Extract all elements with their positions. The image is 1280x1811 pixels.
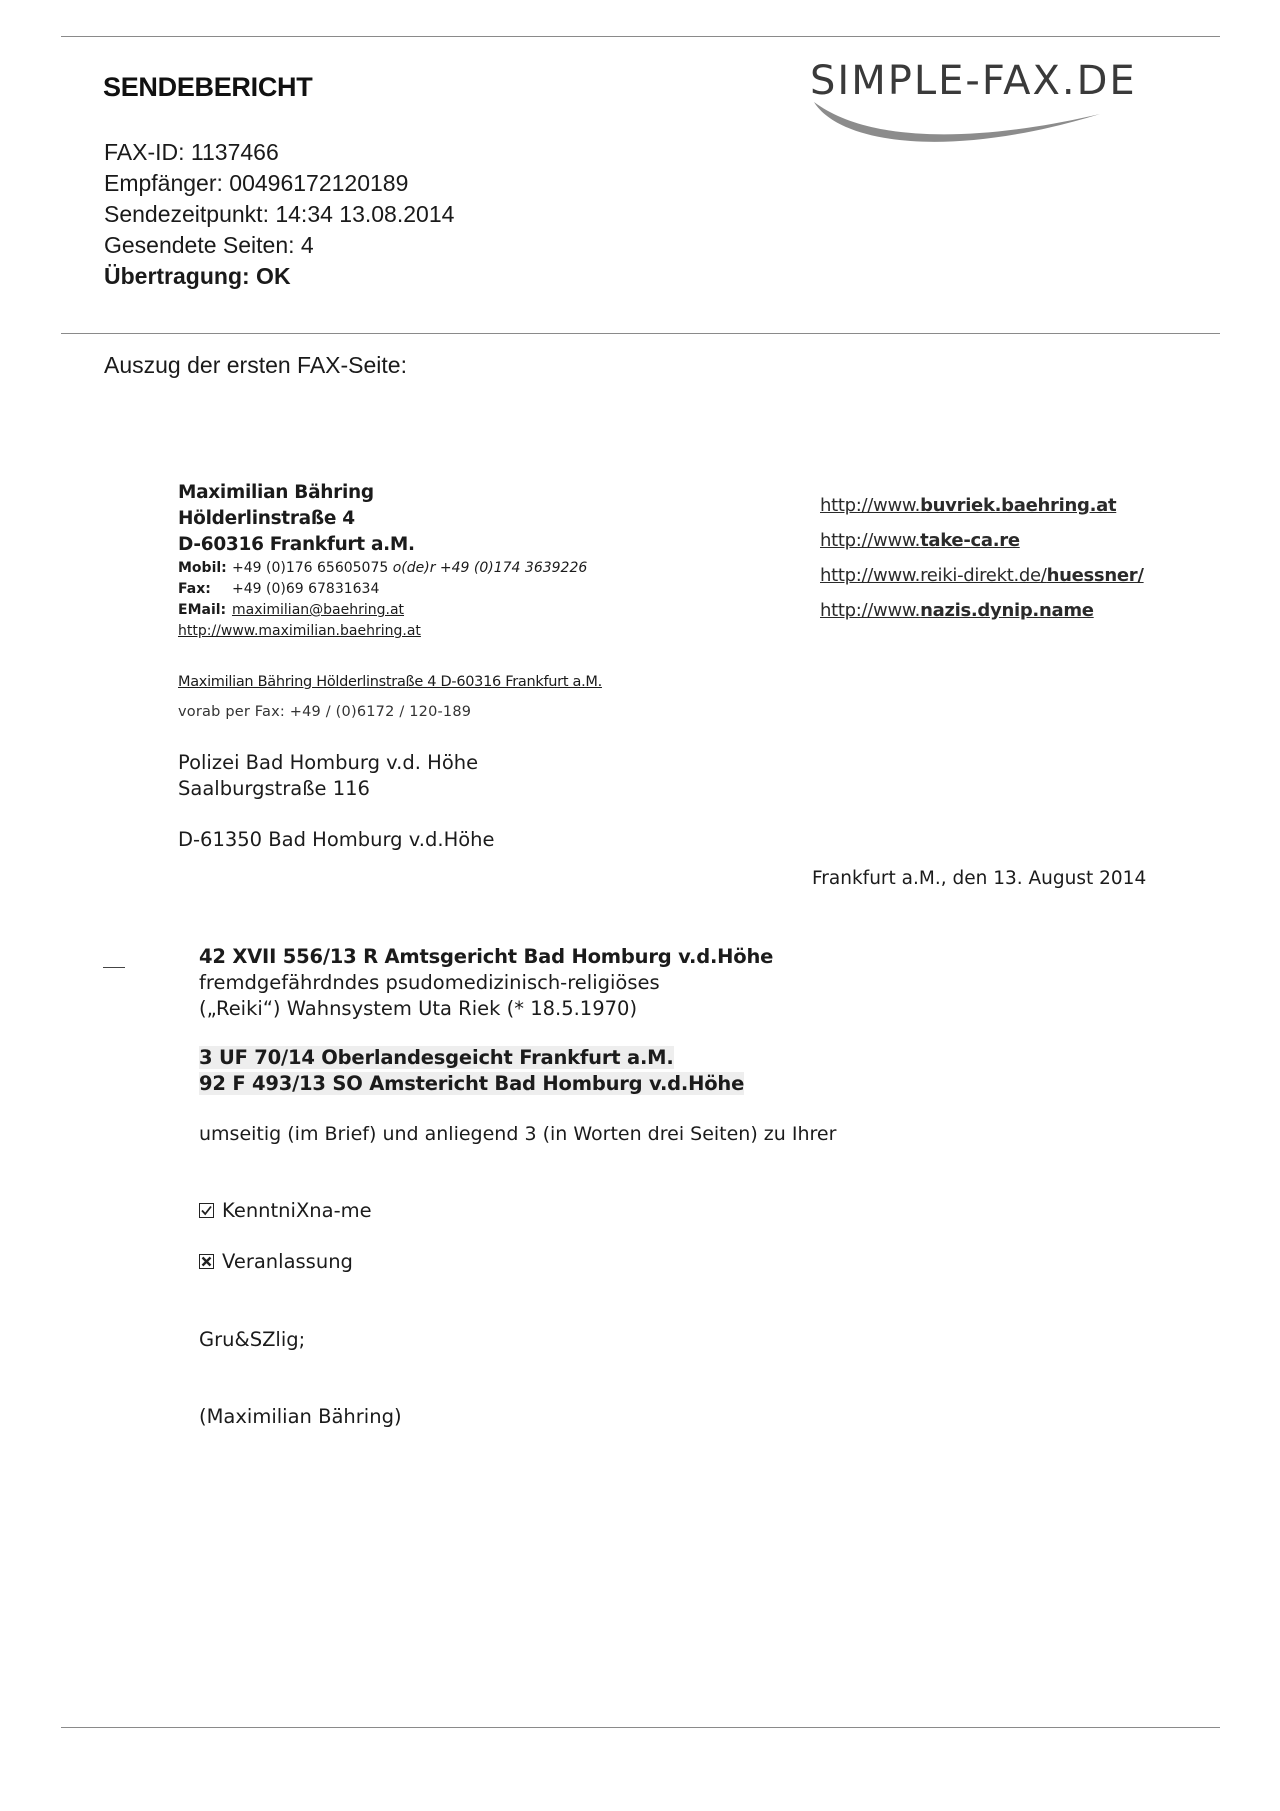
top-divider [61,36,1220,37]
bottom-divider [61,1727,1220,1728]
report-details [104,137,454,292]
vorab-fax: vorab per Fax: +49 / (0)6172 / 120-189 [178,704,472,720]
report-title: SENDEBERICHT [103,72,313,102]
email-label: EMail: [178,602,227,618]
subject-line-1: 42 XVII 556/13 R Amtsgericht Bad Homburg v.d.Höhe [199,945,774,968]
transmission-status: Übertragung: OK [104,263,291,289]
check-item-veranlassung [199,1250,353,1273]
recipient-address [178,750,478,802]
reference-1: 3 UF 70/14 Oberlandesgeicht Frankfurt a.M. [199,1046,674,1069]
letter-date: Frankfurt a.M., den 13. August 2014 [812,868,1147,889]
greeting: Gru&SZlig; [199,1328,306,1351]
recipient-number: Empfänger: 00496172120189 [104,170,409,196]
recipient-line-1: Polizei Bad Homburg v.d. Höhe [178,751,479,774]
check-label-1: KenntniXna-me [222,1199,372,1222]
return-address: Maximilian Bähring Hölderlinstraße 4 D-60316 Frankfurt a.M. [178,674,602,690]
body-text: umseitig (im Brief) und anliegend 3 (in Worten drei Seiten) zu Ihrer [199,1123,837,1145]
sender-mobile [178,558,587,579]
sender-email [178,600,587,621]
subject-line-3: („Reiki“) Wahnsystem Uta Riek (* 18.5.1970) [199,997,638,1020]
fax-number: +49 (0)69 67831634 [232,581,380,597]
sender-block [178,480,587,642]
link-item[interactable]: http://www.reiki-direkt.de/huessner/ [820,565,1144,586]
pages-sent: Gesendete Seiten: 4 [104,232,314,258]
link-item[interactable]: http://www.nazis.dynip.name [820,600,1094,621]
checkmark-box-icon [199,1203,214,1218]
section-divider [61,333,1220,334]
reference-block [199,1045,744,1097]
links-list [820,488,1144,628]
recipient-city: D-61350 Bad Homburg v.d.Höhe [178,828,495,851]
logo-text: SIMPLE-FAX.DE [810,58,1137,104]
sender-name: Maximilian Bähring [178,482,374,503]
recipient-line-2: Saalburgstraße 116 [178,777,370,800]
sender-fax [178,579,587,600]
mobile-alt: o(de)r +49 (0)174 3639226 [392,560,588,576]
fax-label: Fax: [178,581,211,597]
send-time: Sendezeitpunkt: 14:34 13.08.2014 [104,201,455,227]
mobile-label: Mobil: [178,560,227,576]
check-item-kenntnisnahme [199,1199,372,1222]
simple-fax-logo [800,52,1220,162]
sender-website[interactable]: http://www.maximilian.baehring.at [178,623,421,639]
signature: (Maximilian Bähring) [199,1405,402,1428]
link-item[interactable]: http://www.take-ca.re [820,530,1020,551]
email-link[interactable]: maximilian@baehring.at [232,602,405,618]
reference-2: 92 F 493/13 SO Amstericht Bad Homburg v.d.Höhe [199,1072,745,1095]
subject-line-2: fremdgefährdndes psudomedizinisch-religiöses [199,971,660,994]
x-box-icon [199,1254,214,1269]
link-item[interactable]: http://www.buvriek.baehring.at [820,495,1117,516]
fold-mark [103,967,125,968]
subject-block [199,944,773,1022]
fax-id: FAX-ID: 1137466 [104,139,279,165]
excerpt-title: Auszug der ersten FAX-Seite: [104,352,407,378]
mobile-number: +49 (0)176 65605075 [232,560,389,576]
sender-street: Hölderlinstraße 4 [178,508,355,529]
sender-city: D-60316 Frankfurt a.M. [178,534,415,555]
check-label-2: Veranlassung [222,1250,353,1273]
